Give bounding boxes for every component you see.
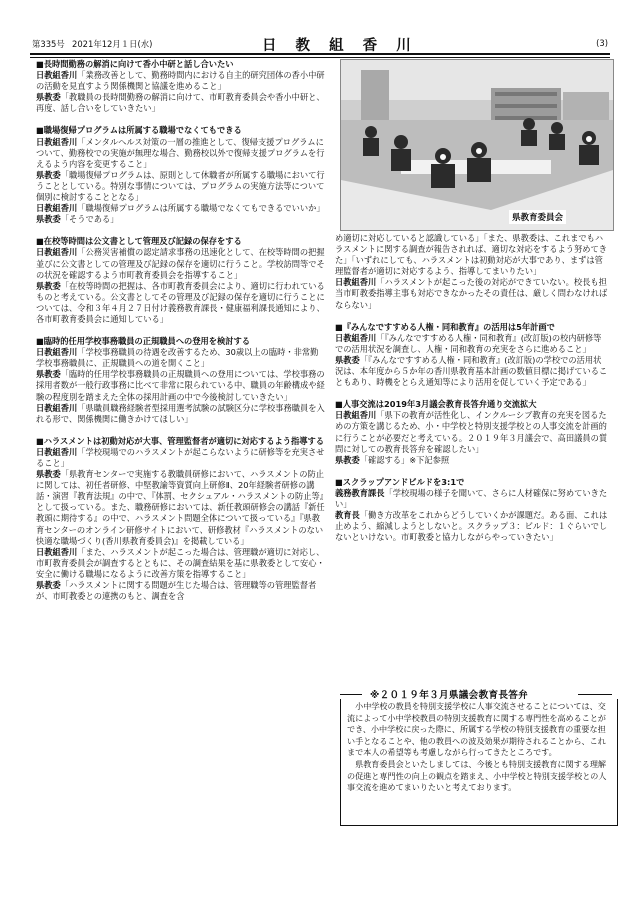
- speech-text: 「県下の教育が活性化し、インクルーシブ教育の充実を図るための方策を講じるため、小・中学校と特別支援学校との人事交流を計画的に行うことが必要だと考えている。２０１９年３月議会で、高田議員の質問に対しての教育長答弁を確認したい」: [335, 410, 608, 454]
- speech-text: 「職場復帰プログラムは、原則として休職者が所属する職場において行うこととしている。特別な事情については、プログラムの実施方法等について個別に検討することとなる」: [36, 169, 325, 203]
- answer-box-title: ※２０１９年３月県議会教育長答弁: [370, 690, 529, 701]
- right-column: [335, 233, 609, 554]
- dialogue-line: [36, 70, 326, 92]
- speaker-label: 県教委: [36, 280, 61, 291]
- header-rule-thin: [30, 57, 610, 58]
- speaker-label: 日教組香川: [36, 203, 78, 214]
- article-section: [335, 399, 609, 466]
- dialogue-line: [36, 281, 326, 325]
- speech-text: 「また、ハラスメントが起こった場合は、管理職が適切に対応し、市町教育委員会が調査するとともに、その調査結果を基に県教委として安心・安全に働ける職場になるように改善方策を指導すること」: [36, 546, 325, 579]
- speaker-label: 日教組香川: [36, 546, 78, 557]
- photo-caption: 県教育委員会: [509, 210, 566, 224]
- dialogue-line: [36, 447, 326, 469]
- speech-text: 「県教育センターで実施する教職員研修において、ハラスメントの防止に関しては、初任者研修、中堅教諭等資質向上研修Ⅱ、20年経験者研修の講話・演習『教育法規』の中で、『体罰、セクシュアル・ハラスメントの防止等』として扱っている。また、職務研修においては、新任教頭研修会の講話『新任教頭に期待する』の中で、ハラスメント問題全体について扱っている』『県教育センターのオンライン研修サイトにおいて、研修教材『ハラスメントのない快適な職場づくり(香川県教育委員会)』を掲載している」: [36, 469, 325, 546]
- speaker-label: 日教組香川: [36, 347, 78, 358]
- dialogue-line: [335, 410, 609, 454]
- box-title-rule-left: [340, 694, 362, 695]
- speaker-label: 県教委: [36, 469, 61, 480]
- meeting-photo: [340, 59, 614, 231]
- speaker-label: 県教委: [36, 369, 61, 380]
- speech-text: 「ハラスメントが起こった後の対応ができていない。校長も担当市町教委指導主事も対応できなかったその責任は、厳しく問わなければならない」: [335, 277, 608, 310]
- dialogue-line: [335, 355, 609, 388]
- dialogue-line: [36, 369, 326, 402]
- speaker-label: 義務教育課長: [335, 487, 385, 498]
- section-heading: ■『みんなですすめる人権・同和教育』の活用は5年計画で: [335, 321, 555, 332]
- section-heading: ■人事交流は2019年3月議会教育長答弁通り交流拡大: [335, 399, 537, 410]
- newspaper-title: 日 教 組 香 川: [262, 38, 418, 54]
- header-rule: [30, 53, 610, 55]
- article-section: [36, 59, 326, 114]
- speech-text: 「公務災害補償の認定請求事務の迅速化として、在校等時間の把握並びに公文書としての管理及び記録の保存を適切に行うこと。学校訪問等でその状況を確認するよう市町教育委員会を指導すること」: [36, 247, 325, 280]
- article-section: [335, 322, 609, 389]
- dialogue-line: [36, 214, 326, 225]
- dialogue-line: [36, 247, 326, 280]
- speaker-label: 日教組香川: [36, 136, 78, 147]
- speech-text: 「『みんなですすめる人権・同和教育』(改訂版)の校内研修等での活用状況を調査し、人権・同和教育の充実をさらに進めること」: [335, 332, 602, 354]
- dialogue-line: [36, 547, 326, 580]
- speech-text: 「ハラスメントに関する問題が生じた場合は、管理職等の管理監督者が、市町教委との連携のもと、調査を含: [36, 580, 317, 602]
- speech-text: 「在校等時間の把握は、各市町教育委員会により、適切に行われているものと考えている。公文書としてその管理及び記録の保存を適切に行うことについては、令和３年４月２７日付け義務教育課長・健康福利課長通知により、各市町教育委員会に通知している」: [36, 280, 325, 324]
- speaker-label: 県教委: [36, 214, 61, 225]
- section-heading: ■長時間勤務の解消に向けて香小中研と話し合いたい: [36, 59, 234, 69]
- speech-text: 「業務改善として、勤務時間内における自主的研究団体の香小中研の活動を見直すよう関係機関と協議を進めること」: [36, 70, 325, 92]
- speech-text: 「教職員の長時間勤務の解消に向けて、市町教育委員会や香小中研と、再度、話し合いをしていきたい」: [36, 92, 325, 114]
- article-section: [36, 436, 326, 602]
- answer-paragraph: 小中学校の教員を特別支援学校に人事交流させることについては、交流によって小中学校教員の特別支援教育に関する専門性を高めることができ、小中学校に戻った際に、所属する学校の特別支援教育の重要な担い手となることや、他の教員への波及効果が期待されることから、これまで本人の希望等も考慮しながら行ってきたところです。: [347, 701, 607, 758]
- masthead: [26, 36, 614, 52]
- speaker-label: 日教組香川: [335, 410, 377, 421]
- issue-number: 第335号: [32, 39, 65, 49]
- meeting-scene-image: [341, 60, 613, 230]
- speech-text: 「メンタルヘルス対策の一層の推進として、復帰支援プログラムについて、勤務校での実施が無理な場合、勤務校以外で復帰支援プログラムを行えるよう内容を変更すること」: [36, 136, 325, 169]
- speaker-label: 県教委: [335, 354, 360, 365]
- section-heading: ■スクラップアンドビルドを3:1で: [335, 476, 465, 487]
- article-section: [36, 236, 326, 325]
- speech-text: 「臨時的任用学校事務職員の正規職員への登用については、学校事務の採用者数が一般行政事務に比べて非常に限られている中、職員の年齢構成や経験の程度別を踏まえた全体の採用計画の中で今後検討していきたい」: [36, 369, 325, 402]
- dialogue-line: [36, 203, 326, 214]
- section-heading: ■ハラスメントは初動対応が大事、管理監督者が適切に対応するよう指導する: [36, 435, 325, 446]
- speech-text: 「確認する」※下記参照: [359, 454, 450, 465]
- dialogue-line: [36, 137, 326, 170]
- answer-paragraph: 県教育委員会といたしましては、今後とも特別支援教育に関する理解の促進と専門性の向上の観点を踏まえ、小中学校と特別支援学校との人事交流を進めてまいりたいと考えております。: [347, 758, 607, 793]
- speech-text: 「職場復帰プログラムは所属する職場でなくてもできるでいいか」: [77, 203, 325, 214]
- speaker-label: 日教組香川: [36, 446, 78, 457]
- speech-text: 「『みんなですすめる人権・同和教育』(改訂版)の学校での活用状況は、本年度から５か年の香川県教育基本計画の数値目標に掲げていることもあり、時機をとらえ通知等により活用を促していく予定である」: [335, 354, 608, 388]
- left-column: [36, 59, 326, 613]
- article-section: [36, 125, 326, 225]
- section-heading: ■職場復帰プログラムは所属する職場でなくてもできる: [36, 125, 242, 136]
- speaker-label: 県教委: [335, 454, 360, 465]
- speech-text: 「学校現場の様子を聞いて、さらに人材確保に努めていきたい」: [335, 487, 608, 509]
- dialogue-line: [335, 455, 609, 466]
- speaker-label: 日教組香川: [335, 332, 377, 343]
- page-number: (3): [596, 38, 608, 48]
- speaker-label: 日教組香川: [36, 70, 78, 81]
- speech-text: 「そうである」: [60, 214, 119, 225]
- article-section: [36, 336, 326, 425]
- dialogue-line: [36, 469, 326, 547]
- dialogue-line: [335, 277, 609, 310]
- speaker-label: 日教組香川: [335, 277, 377, 288]
- speaker-label: 県教委: [36, 92, 61, 103]
- box-title-rule-right: [578, 694, 612, 695]
- speech-text: 「県職員職務経験者型採用選考試験の試験区分に学校事務職員を入れる形で、関係機関に働きかけてほしい」: [36, 402, 325, 424]
- section-heading: ■在校等時間は公文書として管理及び記録の保存をする: [36, 236, 242, 247]
- article-section: [335, 233, 609, 311]
- dialogue-line: [335, 333, 609, 355]
- speaker-label: 県教委: [36, 580, 61, 591]
- article-section: [335, 477, 609, 544]
- dialogue-line: [36, 347, 326, 369]
- dialogue-line: [36, 92, 326, 114]
- speaker-label: 日教組香川: [36, 247, 78, 258]
- section-heading: ■臨時的任用学校事務職員の正規職員への登用を検討する: [36, 336, 251, 347]
- speech-text: め適切に対応していると認識している」「また、県教委は、これまでもハラスメントに関する調査が報告されれば、適切な対応をするよう努めてきた」「いずれにしても、ハラスメントは初動対応が大事であり、まずは管理監督者が適切に対応するよう、指導してまいりたい」: [335, 233, 608, 277]
- dialogue-line: [36, 580, 326, 602]
- dialogue-line: [335, 510, 609, 543]
- dialogue-line: [36, 170, 326, 203]
- speaker-label: 日教組香川: [36, 402, 78, 413]
- speaker-label: 県教委: [36, 169, 61, 180]
- dialogue-line: [36, 403, 326, 425]
- dialogue-line: [335, 488, 609, 510]
- issue-date: 2021年12月１日(水): [72, 39, 153, 49]
- speaker-label: 教育長: [335, 510, 360, 521]
- dialogue-line: [335, 233, 609, 277]
- speech-text: 「学校事務職員の待遇を改善するため、30歳以上の臨時・非常勤学校事務職員に、正規職員への道を開くこと」: [36, 347, 319, 369]
- answer-box: [340, 699, 618, 826]
- speech-text: 「学校現場でのハラスメントが起こらないように研修等を充実させること」: [36, 446, 325, 468]
- speech-text: 「働き方改革をこれからどうしていくかが課題だ。ある面、これは止めよう、縮減しようとしないと。スクラップ３：ビルド：１ぐらいでしないといけない。市町教委と協力しながらやっていきたい」: [335, 510, 608, 543]
